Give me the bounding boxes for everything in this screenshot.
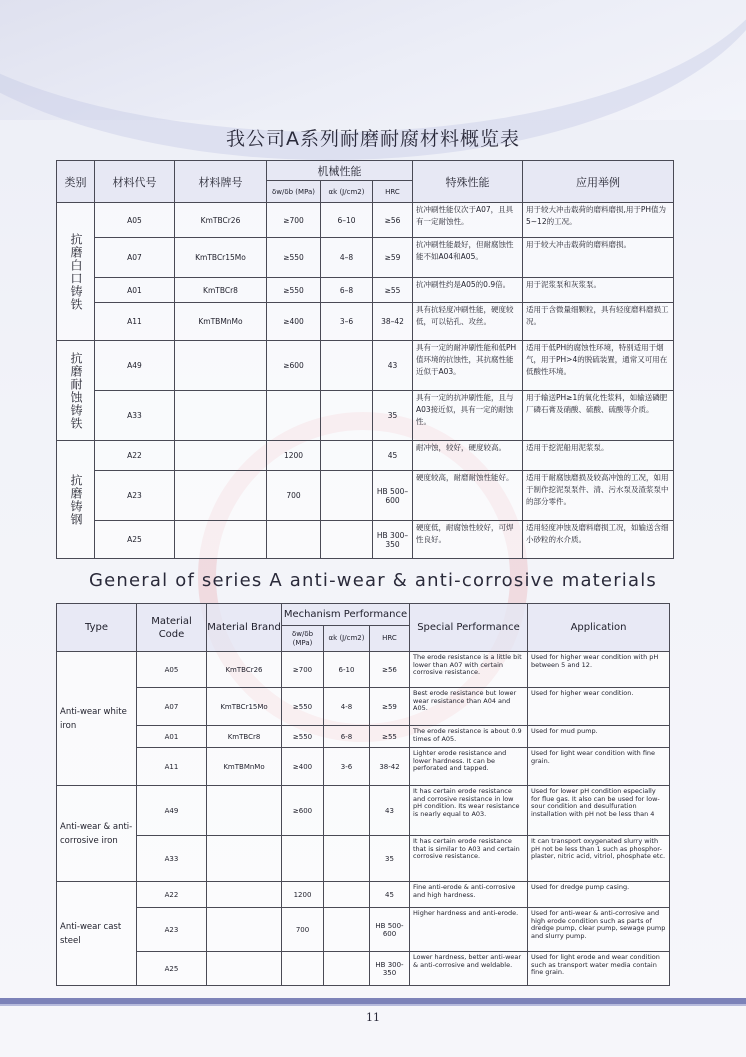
hrc-cell: HB 500-600 xyxy=(370,908,410,952)
header-sw: δw/δb (MPa) xyxy=(282,626,324,652)
hrc-cell: HB 500–600 xyxy=(373,471,413,521)
header-type: Type xyxy=(57,604,137,652)
application-cell: Used for mud pump. xyxy=(528,726,670,748)
code-cell: A23 xyxy=(95,471,175,521)
code-cell: A23 xyxy=(137,908,207,952)
application-cell: 用于较大冲击载荷的磨料磨损,用于PH值为5~12的工况。 xyxy=(523,203,674,238)
brand-cell xyxy=(175,521,267,559)
brand-cell xyxy=(207,882,282,908)
sw-cell xyxy=(267,391,321,441)
special-cell: It has certain erode resistance and corrosive resistance in low pH condition. Its wear resistance is nearly equal to A03. xyxy=(410,786,528,836)
sw-cell: ≥550 xyxy=(267,278,321,303)
hrc-cell: ≥55 xyxy=(373,278,413,303)
category-cell: 抗磨铸钢 xyxy=(57,441,95,559)
brand-cell: KmTBCr8 xyxy=(207,726,282,748)
special-cell: 硬度低，耐腐蚀性较好，可焊性良好。 xyxy=(413,521,523,559)
special-cell: 硬度较高，耐磨耐蚀性能好。 xyxy=(413,471,523,521)
special-cell: Lighter erode resistance and lower hardness. It can be perforated and tapped. xyxy=(410,748,528,786)
hrc-cell: ≥59 xyxy=(370,688,410,726)
brand-cell xyxy=(175,471,267,521)
table-row xyxy=(57,882,670,908)
application-cell: Used for higher wear condition. xyxy=(528,688,670,726)
table-row xyxy=(57,748,670,786)
brand-cell xyxy=(207,908,282,952)
hrc-cell: 35 xyxy=(373,391,413,441)
application-cell: It can transport oxygenated slurry with pH not be less than 1 such as phosphor-plaster, nitric acid, vitriol, phosphate etc. xyxy=(528,836,670,882)
header-brand: 材料牌号 xyxy=(175,161,267,203)
brand-cell xyxy=(207,952,282,986)
code-cell: A49 xyxy=(137,786,207,836)
english-title: General of series A anti-wear & anti-corrosive materials xyxy=(88,570,658,591)
type-cell: Anti-wear cast steel xyxy=(57,882,137,986)
special-cell: 抗冲刷性约是A05的0.9倍。 xyxy=(413,278,523,303)
table-row xyxy=(57,278,674,303)
code-cell: A07 xyxy=(95,238,175,278)
sw-cell: ≥700 xyxy=(267,203,321,238)
code-cell: A25 xyxy=(137,952,207,986)
special-cell: Best erode resistance but lower wear resistance than A04 and A05. xyxy=(410,688,528,726)
header-sw: δw/δb (MPa) xyxy=(267,181,321,203)
special-cell: 具有一定的抗冲刷性能，且与A03接近似，具有一定的耐蚀性。 xyxy=(413,391,523,441)
ak-cell: 6–10 xyxy=(321,203,373,238)
hrc-cell: HB 300-350 xyxy=(370,952,410,986)
code-cell: A22 xyxy=(95,441,175,471)
ak-cell xyxy=(321,391,373,441)
code-cell: A05 xyxy=(137,652,207,688)
ak-cell: 6-8 xyxy=(324,726,370,748)
application-cell: 适用于耐腐蚀磨损及较高冲蚀的工况，如用于制作挖泥泵泵件、清、污水泵及渣浆泵中的部分零件。 xyxy=(523,471,674,521)
header-brand: Material Brand xyxy=(207,604,282,652)
code-cell: A33 xyxy=(95,391,175,441)
table-row xyxy=(57,238,674,278)
sw-cell xyxy=(282,836,324,882)
ak-cell: 6-10 xyxy=(324,652,370,688)
sw-cell: 700 xyxy=(267,471,321,521)
brand-cell: KmTBCr26 xyxy=(175,203,267,238)
hrc-cell: ≥56 xyxy=(373,203,413,238)
ak-cell: 3–6 xyxy=(321,303,373,341)
hrc-cell: 45 xyxy=(373,441,413,471)
application-cell: 适用轻度冲蚀及磨料磨损工况，如输送含细小砂粒的水介质。 xyxy=(523,521,674,559)
sw-cell: ≥400 xyxy=(282,748,324,786)
application-cell: 用于输送PH≥1的氧化性浆料，如输送磷肥厂磷石膏及硝酸、硫酸、硫酸等介质。 xyxy=(523,391,674,441)
table-row xyxy=(57,688,670,726)
code-cell: A33 xyxy=(137,836,207,882)
special-cell: 抗冲刷性能仅次于A07，且具有一定耐蚀性。 xyxy=(413,203,523,238)
application-cell: 适用于低PH的腐蚀性环境，特别适用于烟气，用于PH>4的脱硫装置，通常又可用在低酸性环境。 xyxy=(523,341,674,391)
special-cell: Fine anti-erode & anti-corrosive and high hardness. xyxy=(410,882,528,908)
application-cell: 适用于含微量细颗粒，具有轻度磨料磨损工况。 xyxy=(523,303,674,341)
hrc-cell: HB 300–350 xyxy=(373,521,413,559)
table-row xyxy=(57,471,674,521)
table-row xyxy=(57,521,674,559)
header-category: 类别 xyxy=(57,161,95,203)
header-mechanical: 机械性能 xyxy=(267,161,413,181)
application-cell: Used for light erode and wear condition such as transport water media contain fine grain. xyxy=(528,952,670,986)
application-cell: Used for dredge pump casing. xyxy=(528,882,670,908)
code-cell: A11 xyxy=(137,748,207,786)
header-hrc: HRC xyxy=(370,626,410,652)
header-ak: αk (J/cm2) xyxy=(324,626,370,652)
hrc-cell: 35 xyxy=(370,836,410,882)
sw-cell: 1200 xyxy=(282,882,324,908)
hrc-cell: 38–42 xyxy=(373,303,413,341)
code-cell: A49 xyxy=(95,341,175,391)
brand-cell: KmTBMnMo xyxy=(207,748,282,786)
code-cell: A25 xyxy=(95,521,175,559)
table-row xyxy=(57,341,674,391)
header-ak: αk (J/cm2) xyxy=(321,181,373,203)
english-materials-table xyxy=(56,603,670,986)
type-cell: Anti-wear & anti-corrosive iron xyxy=(57,786,137,882)
sw-cell: 1200 xyxy=(267,441,321,471)
special-cell: The erode resistance is about 0.9 times of A05. xyxy=(410,726,528,748)
ak-cell xyxy=(321,471,373,521)
special-cell: 抗冲刷性能最好，但耐腐蚀性能不如A04和A05。 xyxy=(413,238,523,278)
table-row xyxy=(57,441,674,471)
ak-cell xyxy=(321,341,373,391)
application-cell: Used for anti-wear & anti-corrosive and high erode condition such as parts of dredge pump, clear pump, sewage pump and slurry pump. xyxy=(528,908,670,952)
footer-band-light xyxy=(0,1004,746,1006)
application-cell: 用于较大冲击载荷的磨料磨损。 xyxy=(523,238,674,278)
special-cell: Higher hardness and anti-erode. xyxy=(410,908,528,952)
header-hrc: HRC xyxy=(373,181,413,203)
code-cell: A22 xyxy=(137,882,207,908)
ak-cell xyxy=(321,521,373,559)
table-row xyxy=(57,726,670,748)
application-cell: Used for lower pH condition especially for flue gas. It also can be used for low-sour condition and desulfuration installation with pH not be less than 4 xyxy=(528,786,670,836)
hrc-cell: 45 xyxy=(370,882,410,908)
chinese-materials-table xyxy=(56,160,674,559)
application-cell: 用于泥浆泵和灰浆泵。 xyxy=(523,278,674,303)
code-cell: A05 xyxy=(95,203,175,238)
sw-cell: ≥700 xyxy=(282,652,324,688)
sw-cell: ≥600 xyxy=(267,341,321,391)
sw-cell: 700 xyxy=(282,908,324,952)
table-row xyxy=(57,786,670,836)
brand-cell: KmTBCr8 xyxy=(175,278,267,303)
ak-cell xyxy=(324,952,370,986)
table-row xyxy=(57,908,670,952)
ak-cell xyxy=(324,836,370,882)
category-cell: 抗磨耐蚀铸铁 xyxy=(57,341,95,441)
special-cell: The erode resistance is a little bit lower than A07 with certain corrosive resistance. xyxy=(410,652,528,688)
ak-cell xyxy=(324,908,370,952)
header-application: Application xyxy=(528,604,670,652)
hrc-cell: ≥56 xyxy=(370,652,410,688)
category-cell: 抗磨白口铸铁 xyxy=(57,203,95,341)
table-row xyxy=(57,303,674,341)
header-special: Special Performance xyxy=(410,604,528,652)
brand-cell: KmTBCr15Mo xyxy=(175,238,267,278)
ak-cell xyxy=(324,882,370,908)
header-code: Material Code xyxy=(137,604,207,652)
sw-cell xyxy=(282,952,324,986)
sw-cell: ≥550 xyxy=(282,688,324,726)
hrc-cell: ≥55 xyxy=(370,726,410,748)
ak-cell xyxy=(321,441,373,471)
table-row xyxy=(57,203,674,238)
special-cell: 具有抗轻度冲刷性能，硬度较低，可以钻孔、攻丝。 xyxy=(413,303,523,341)
brand-cell xyxy=(175,341,267,391)
table-row xyxy=(57,952,670,986)
brand-cell xyxy=(207,836,282,882)
brand-cell xyxy=(175,441,267,471)
special-cell: Lower hardness, better anti-wear & anti-corrosive and weldable. xyxy=(410,952,528,986)
brand-cell: KmTBCr26 xyxy=(207,652,282,688)
application-cell: Used for light wear condition with fine grain. xyxy=(528,748,670,786)
sw-cell: ≥600 xyxy=(282,786,324,836)
sw-cell: ≥400 xyxy=(267,303,321,341)
code-cell: A11 xyxy=(95,303,175,341)
type-cell: Anti-wear white iron xyxy=(57,652,137,786)
ak-cell: 6–8 xyxy=(321,278,373,303)
table-row xyxy=(57,836,670,882)
header-special: 特殊性能 xyxy=(413,161,523,203)
brand-cell xyxy=(175,391,267,441)
brand-cell: KmTBCr15Mo xyxy=(207,688,282,726)
brand-cell xyxy=(207,786,282,836)
table-row xyxy=(57,652,670,688)
application-cell: Used for higher wear condition with pH between 5 and 12. xyxy=(528,652,670,688)
code-cell: A01 xyxy=(137,726,207,748)
code-cell: A07 xyxy=(137,688,207,726)
code-cell: A01 xyxy=(95,278,175,303)
ak-cell: 4–8 xyxy=(321,238,373,278)
special-cell: 具有一定的耐冲刷性能和低PH值环境的抗蚀性，其抗腐性能近似于A03。 xyxy=(413,341,523,391)
brand-cell: KmTBMnMo xyxy=(175,303,267,341)
chinese-title: 我公司A系列耐磨耐腐材料概览表 xyxy=(226,128,520,150)
hrc-cell: ≥59 xyxy=(373,238,413,278)
table-row xyxy=(57,391,674,441)
application-cell: 适用于挖泥船用泥浆泵。 xyxy=(523,441,674,471)
page-number: 11 xyxy=(366,1011,380,1024)
ak-cell xyxy=(324,786,370,836)
header-code: 材料代号 xyxy=(95,161,175,203)
sw-cell: ≥550 xyxy=(267,238,321,278)
hrc-cell: 43 xyxy=(373,341,413,391)
ak-cell: 4-8 xyxy=(324,688,370,726)
special-cell: It has certain erode resistance that is similar to A03 and certain corrosive resistance. xyxy=(410,836,528,882)
header-application: 应用举例 xyxy=(523,161,674,203)
hrc-cell: 38-42 xyxy=(370,748,410,786)
header-mechanism: Mechanism Performance xyxy=(282,604,410,626)
hrc-cell: 43 xyxy=(370,786,410,836)
sw-cell xyxy=(267,521,321,559)
ak-cell: 3-6 xyxy=(324,748,370,786)
sw-cell: ≥550 xyxy=(282,726,324,748)
special-cell: 耐冲蚀，较好，硬度较高。 xyxy=(413,441,523,471)
